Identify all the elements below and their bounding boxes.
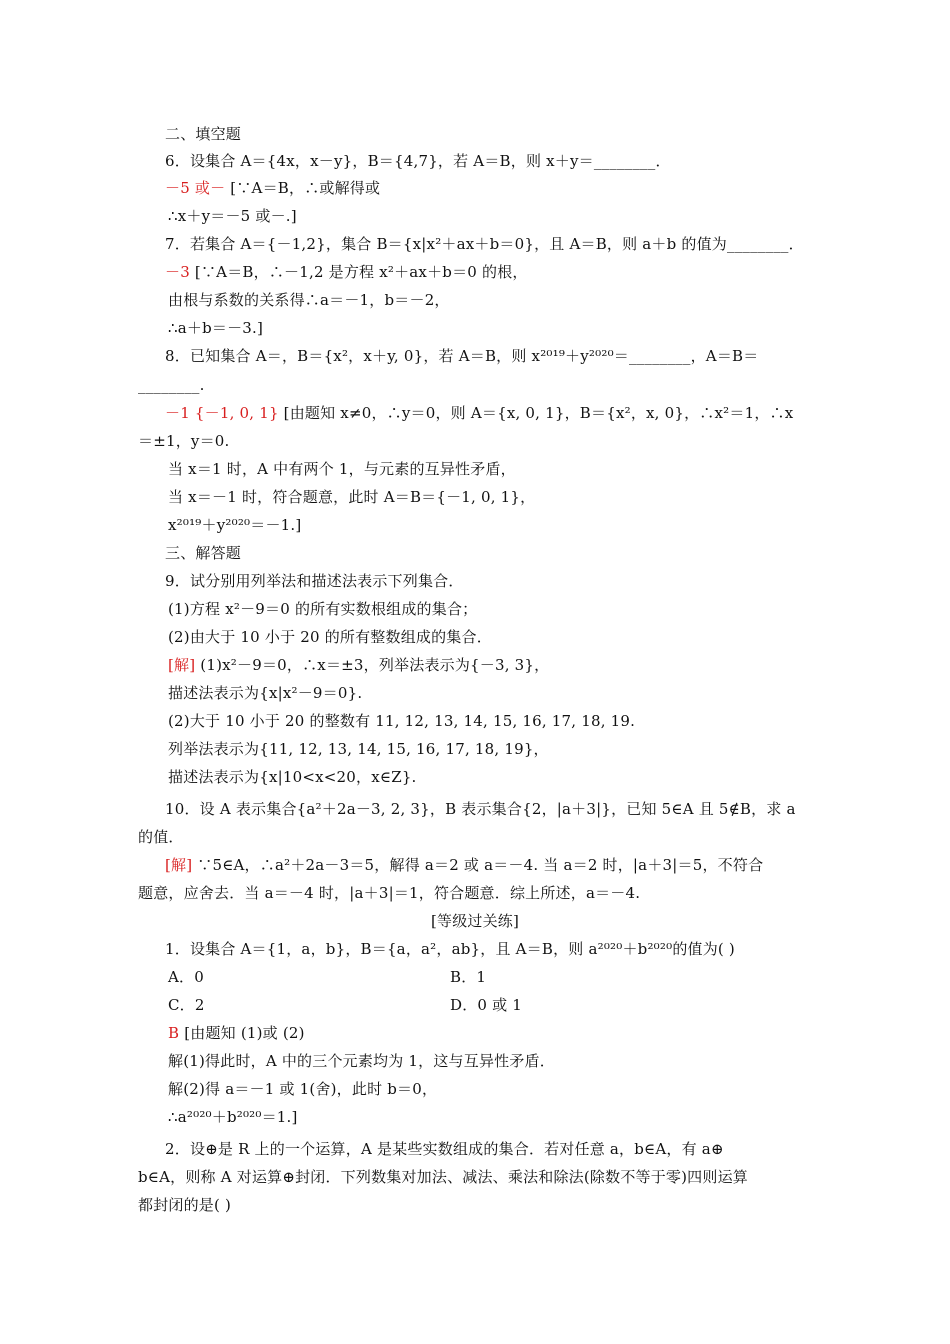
line-text: 7．若集合 A＝{－1,2}，集合 B＝{x|x²＋ax＋b＝0}，且 A＝B，则 a＋b 的值为________．	[165, 235, 804, 253]
text-line	[168, 739, 549, 759]
text-line	[0, 911, 950, 931]
text-line	[168, 1023, 305, 1043]
line-text: 8．已知集合 A＝，B＝{x²，x＋y, 0}，若 A＝B，则 x²⁰¹⁹＋y²⁰²⁰＝________，A＝B＝	[165, 347, 759, 365]
answer-mark: B	[168, 1024, 180, 1042]
text-line	[168, 290, 450, 310]
answer-mark: －5 或－	[165, 179, 226, 197]
line-text: 10．设 A 表示集合{a²＋2a－3, 2, 3}，B 表示集合{2，|a＋3|}，已知 5∈A 且 5∉B，求 a	[165, 800, 796, 818]
text-line	[138, 883, 640, 903]
line-text: ∵5∈A，∴a²＋2a－3＝5，解得 a＝2 或 a＝－4. 当 a＝2 时，|a＋3|＝5，不符合	[192, 856, 764, 874]
line-text: 1．设集合 A＝{1，a，b}，B＝{a，a²，ab}，且 A＝B，则 a²⁰²⁰＋b²⁰²⁰的值为( )	[165, 940, 735, 958]
text-line	[168, 627, 492, 647]
answer-mark: [解]	[168, 656, 196, 674]
line-text: [∵A＝B，∴－1,2 是方程 x²＋ax＋b＝0 的根，	[189, 263, 528, 281]
line-text: A．0	[168, 968, 204, 986]
line-text: [由题知 x≠0，∴y＝0，则 A＝{x, 0, 1}，B＝{x²，x, 0}，∴x²＝1，∴x	[278, 404, 794, 422]
line-text: D．0 或 1	[450, 996, 523, 1014]
text-line	[168, 683, 362, 703]
line-text: 2．设⊕是 R 上的一个运算，A 是某些实数组成的集合．若对任意 a，b∈A，有 a⊕	[165, 1140, 724, 1158]
text-line	[168, 711, 635, 731]
line-text: 由根与系数的关系得∴a＝－1，b＝－2，	[168, 291, 450, 309]
line-text: 解(2)得 a＝－1 或 1(舍)，此时 b＝0，	[168, 1080, 438, 1098]
line-text: 列举法表示为{11, 12, 13, 14, 15, 16, 17, 18, 19}，	[168, 740, 549, 758]
text-line	[168, 767, 417, 787]
line-text: 描述法表示为{x|x²－9＝0}.	[168, 684, 363, 702]
line-text: 当 x＝－1 时，符合题意，此时 A＝B＝{－1, 0, 1}，	[168, 488, 536, 506]
line-text: (2)大于 10 小于 20 的整数有 11, 12, 13, 14, 15, 16, 17, 18, 19.	[168, 712, 636, 730]
text-line	[168, 487, 535, 507]
text-line	[165, 124, 241, 144]
text-line	[138, 375, 205, 395]
line-text: x²⁰¹⁹＋y²⁰²⁰＝－1.]	[168, 516, 302, 534]
text-line	[168, 515, 301, 535]
text-line	[165, 262, 528, 282]
text-line	[168, 206, 297, 226]
text-line	[165, 346, 758, 366]
text-line	[138, 1167, 748, 1187]
text-line	[165, 571, 464, 591]
text-line	[168, 967, 204, 987]
line-text: ∴a²⁰²⁰＋b²⁰²⁰＝1.]	[168, 1108, 298, 1126]
text-line	[450, 995, 522, 1015]
text-line	[168, 995, 205, 1015]
text-line	[165, 939, 735, 959]
text-line	[450, 967, 486, 987]
line-text: 三、解答题	[165, 544, 242, 562]
answer-mark: －3	[165, 263, 190, 281]
line-text: C．2	[168, 996, 205, 1014]
answer-mark: －1 {－1, 0, 1}	[165, 404, 279, 422]
text-line	[168, 1051, 555, 1071]
line-text: 的值．	[138, 828, 184, 846]
answer-mark: [解]	[165, 856, 193, 874]
text-line	[165, 855, 763, 875]
line-text: ∴a＋b＝－3.]	[168, 319, 264, 337]
line-text: ＝±1，y＝0.	[138, 432, 230, 450]
text-line	[168, 655, 549, 675]
line-text: [由题知 (1)或 (2)	[179, 1024, 305, 1042]
line-text: [等级过关练]	[430, 912, 520, 930]
line-text: (1)x²－9＝0，∴x＝±3，列举法表示为{－3, 3}，	[195, 656, 550, 674]
line-text: 6．设集合 A＝{4x，x－y}，B＝{4,7}，若 A＝B，则 x＋y＝________．	[165, 152, 671, 170]
line-text: 二、填空题	[165, 125, 242, 143]
text-line	[165, 1139, 724, 1159]
line-text: 9．试分别用列举法和描述法表示下列集合．	[165, 572, 464, 590]
line-text: 题意，应舍去．当 a＝－4 时，|a＋3|＝1，符合题意．综上所述，a＝－4.	[138, 884, 641, 902]
text-line	[165, 234, 804, 254]
line-text: ∴x＋y＝－5 或－.]	[168, 207, 297, 225]
line-text: (1)方程 x²－9＝0 的所有实数根组成的集合；	[168, 600, 478, 618]
text-line	[168, 1079, 437, 1099]
text-line	[168, 318, 263, 338]
text-line	[165, 178, 380, 198]
line-text: b∈A，则称 A 对运算⊕封闭．下列数集对加法、减法、乘法和除法(除数不等于零)四则运算	[138, 1168, 748, 1186]
text-line	[138, 1195, 231, 1215]
text-line	[138, 827, 184, 847]
line-text: ________.	[138, 376, 205, 394]
text-line	[168, 459, 516, 479]
line-text: B．1	[450, 968, 487, 986]
text-line	[165, 151, 671, 171]
text-line	[165, 403, 793, 423]
line-text: 描述法表示为{x|10<x<20，x∈Z}.	[168, 768, 417, 786]
text-line	[138, 431, 230, 451]
line-text: [∵A＝B，∴或解得或	[225, 179, 381, 197]
line-text: 当 x＝1 时，A 中有两个 1，与元素的互异性矛盾，	[168, 460, 516, 478]
text-line	[165, 543, 241, 563]
text-line	[165, 799, 796, 819]
text-line	[168, 1107, 298, 1127]
line-text: 都封闭的是( )	[138, 1196, 232, 1214]
text-line	[168, 599, 477, 619]
line-text: 解(1)得此时，A 中的三个元素均为 1，这与互异性矛盾．	[168, 1052, 555, 1070]
line-text: (2)由大于 10 小于 20 的所有整数组成的集合．	[168, 628, 492, 646]
